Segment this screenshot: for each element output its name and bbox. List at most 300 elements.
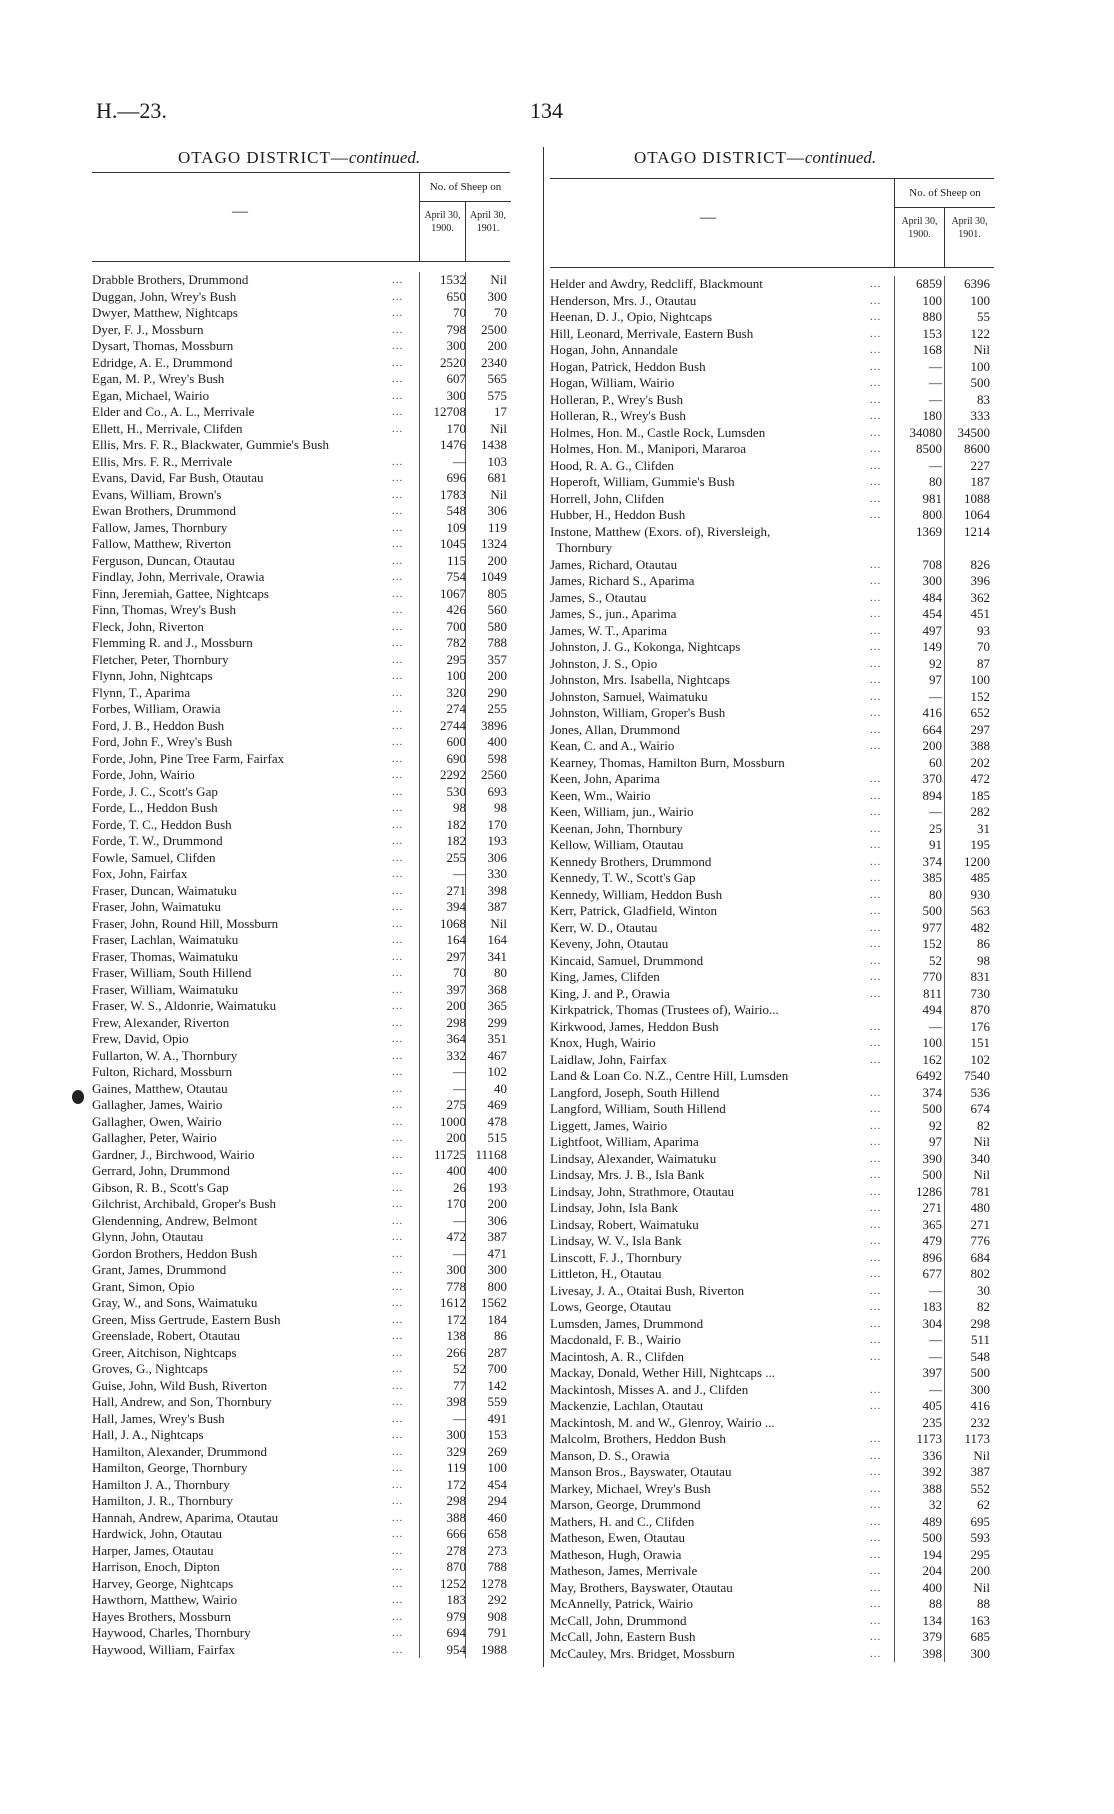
owner-name: Henderson, Mrs. J., Otautau: [550, 292, 697, 308]
leader-dots: ...: [392, 1561, 404, 1573]
owner-name: Fallow, Matthew, Riverton: [92, 536, 232, 551]
sheep-1901: 398: [487, 882, 507, 898]
table-row: [550, 1184, 994, 1201]
owner-name: McAnnelly, Patrick, Wairio: [550, 1596, 694, 1611]
owner-name: Littleton, H., Otautau: [550, 1266, 662, 1281]
table-row: [550, 1596, 994, 1613]
sheep-1900: —: [929, 1348, 942, 1364]
sheep-1900: —: [453, 1212, 466, 1228]
leader-dots: ...: [392, 1099, 404, 1111]
owner-name: James, Richard, Otautau: [550, 556, 678, 572]
sheep-1900: 92: [929, 655, 942, 671]
table-row: [92, 1213, 510, 1230]
sheep-1901: Nil: [973, 342, 990, 357]
table-row: [92, 685, 510, 702]
table-row: [550, 1514, 994, 1531]
sheep-1901: 227: [970, 457, 990, 473]
leader-dots: ...: [392, 538, 404, 550]
sheep-1901: 1214: [964, 523, 990, 539]
leader-dots: ...: [870, 641, 882, 653]
owner-name: Malcolm, Brothers, Heddon Bush: [550, 1431, 726, 1446]
sheep-1900: 397: [446, 981, 466, 997]
leader-dots: ...: [392, 488, 404, 501]
table-row: [550, 1134, 994, 1151]
owner-name: Glendenning, Andrew, Belmont: [92, 1212, 258, 1228]
owner-name: Hill, Leonard, Merrivale, Eastern Bush: [550, 325, 754, 341]
leader-dots: ...: [392, 356, 404, 369]
sheep-1901: 153: [487, 1427, 507, 1442]
owner-name: Guise, John, Wild Bush, Riverton: [92, 1377, 268, 1393]
leader-dots: ...: [870, 1020, 882, 1033]
leader-dots: ...: [392, 1478, 404, 1491]
leader-dots: ...: [392, 802, 404, 814]
sheep-1900: 304: [922, 1315, 942, 1331]
table-row: [550, 854, 994, 871]
leader-dots: ...: [392, 1231, 404, 1243]
owner-name: Gaines, Matthew, Otautau: [92, 1080, 228, 1096]
sheep-1900: 500: [922, 1167, 942, 1182]
table-row: [92, 899, 510, 916]
owner-name: Kean, C. and A., Wairio: [550, 738, 675, 753]
owner-name: Lindsay, Robert, Waimatuku: [550, 1216, 699, 1232]
owner-name: James, W. T., Aparima: [550, 622, 667, 638]
sheep-1900: 152: [922, 936, 942, 951]
leader-dots: ...: [392, 1610, 404, 1623]
sheep-1901: 290: [487, 684, 507, 700]
leader-dots: ...: [392, 653, 404, 666]
owner-name: Land & Loan Co. N.Z., Centre Hill, Lumsden: [550, 1068, 789, 1083]
leader-dots: ...: [870, 1565, 882, 1577]
owner-name: Hubber, H., Heddon Bush: [550, 507, 686, 522]
owner-name: Lindsay, Mrs. J. B., Isla Bank: [550, 1167, 705, 1182]
table-row: [92, 668, 510, 685]
owner-name: Gordon Brothers, Heddon Bush: [92, 1245, 258, 1261]
table-row: [92, 1427, 510, 1444]
owner-name: Gallagher, James, Wairio: [92, 1097, 223, 1112]
right-title-italic: continued.: [804, 148, 877, 167]
sheep-1901: 300: [487, 288, 507, 304]
table-row: [550, 887, 994, 904]
sheep-1900: 88: [929, 1596, 942, 1611]
owner-name: Johnston, Samuel, Waimatuku: [550, 688, 708, 704]
owner-name: Keen, Wm., Wairio: [550, 787, 651, 803]
leader-dots: ...: [392, 917, 404, 930]
sheep-1901: 341: [487, 948, 507, 964]
sheep-1900: 870: [446, 1559, 466, 1574]
table-row: [550, 837, 994, 854]
table-row: [92, 1510, 510, 1527]
leader-dots: ...: [392, 620, 404, 633]
sheep-1900: 694: [446, 1625, 466, 1640]
leader-dots: ...: [870, 294, 882, 307]
table-row: [92, 338, 510, 355]
sheep-1900: 275: [446, 1097, 466, 1112]
sheep-1901: 297: [970, 721, 990, 737]
leader-dots: ...: [870, 1647, 882, 1660]
sheep-1900: 119: [446, 1460, 466, 1475]
sheep-1900: 11725: [433, 1146, 466, 1162]
sheep-1901: 306: [487, 503, 507, 518]
leader-dots: ...: [392, 323, 404, 336]
sheep-1900: 798: [446, 321, 466, 337]
sheep-1901: 100: [970, 358, 990, 374]
sheep-1901: 300: [970, 1645, 990, 1661]
sheep-1901: 870: [970, 1002, 990, 1017]
table-row: [550, 1349, 994, 1366]
sheep-1900: 153: [922, 325, 942, 341]
sheep-1901: 598: [487, 750, 507, 766]
sheep-1900: 25: [929, 820, 942, 836]
table-row: [550, 1398, 994, 1415]
table-row: [92, 355, 510, 372]
sheep-1900: 426: [446, 602, 466, 617]
owner-name: Groves, G., Nightcaps: [92, 1361, 208, 1376]
sheep-1901: 467: [487, 1047, 507, 1063]
table-row: [92, 553, 510, 570]
sheep-1900: 500: [922, 1530, 942, 1545]
sheep-1900: 530: [446, 783, 466, 799]
table-row: [550, 590, 994, 607]
sheep-1900: 52: [929, 952, 942, 968]
sheep-1901: 6396: [964, 276, 990, 291]
table-row: [550, 1200, 994, 1217]
leader-dots: ...: [870, 1548, 882, 1561]
leader-dots: ...: [392, 884, 404, 897]
sheep-1900: 1000: [440, 1113, 466, 1129]
table-row: [550, 705, 994, 722]
leader-dots: ...: [870, 1185, 882, 1198]
owner-name: Haywood, William, Fairfax: [92, 1641, 235, 1657]
sheep-1900: —: [929, 391, 942, 407]
sheep-1900: 397: [922, 1365, 942, 1380]
table-row: [92, 982, 510, 999]
sheep-1900: 329: [446, 1443, 466, 1459]
sheep-1901: 294: [487, 1493, 507, 1508]
leader-dots: ...: [870, 1317, 882, 1330]
table-row: [92, 1411, 510, 1428]
leader-dots: ...: [870, 674, 882, 686]
sheep-1900: 180: [922, 408, 942, 423]
sheep-1900: 271: [446, 882, 466, 898]
leader-dots: ...: [392, 422, 404, 435]
sheep-1901: 200: [487, 1196, 507, 1211]
table-row: [550, 293, 994, 310]
sheep-1900: 800: [922, 507, 942, 522]
table-row: [550, 1299, 994, 1316]
table-row: [550, 309, 994, 326]
sheep-1901: 681: [487, 470, 507, 485]
owner-name: May, Brothers, Bayswater, Otautau: [550, 1579, 733, 1595]
sheep-1901: 185: [970, 787, 990, 803]
table-row: [550, 1365, 994, 1382]
sheep-1900: 700: [446, 618, 466, 634]
owner-name: Greer, Aitchison, Nightcaps: [92, 1344, 237, 1360]
table-row: [92, 1246, 510, 1263]
table-row: [550, 458, 994, 475]
owner-name: Hall, Andrew, and Son, Thornbury: [92, 1394, 272, 1409]
owner-name: Langford, Joseph, South Hillend: [550, 1084, 720, 1100]
sheep-1901: 255: [487, 701, 507, 716]
sheep-1900: 400: [922, 1579, 942, 1595]
sheep-1901: 298: [970, 1315, 990, 1331]
leader-dots: ...: [870, 1037, 882, 1049]
sheep-1901: 82: [977, 1117, 990, 1133]
table-row: [92, 949, 510, 966]
table-row: [550, 986, 994, 1003]
sheep-1900: 170: [446, 420, 466, 436]
owner-name: Kerr, Patrick, Gladfield, Winton: [550, 903, 717, 918]
owner-name: Fraser, John, Round Hill, Mossburn: [92, 915, 279, 931]
owner-name: Evans, William, Brown's: [92, 486, 222, 502]
owner-name: Flynn, T., Aparima: [92, 684, 191, 700]
leader-dots: ...: [392, 1528, 404, 1540]
sheep-1901: 791: [487, 1625, 507, 1640]
sheep-1900: 92: [929, 1117, 942, 1133]
table-row: [550, 1035, 994, 1052]
sheep-1901: 184: [487, 1311, 507, 1327]
sheep-1901: 299: [487, 1014, 507, 1030]
table-row: [92, 1444, 510, 1461]
sheep-1901: 193: [487, 833, 507, 848]
leader-dots: ...: [392, 505, 404, 517]
sheep-1901: 62: [977, 1497, 990, 1512]
column-divider: [543, 147, 544, 1667]
sheep-1900: 484: [922, 589, 942, 605]
table-row: [550, 1448, 994, 1465]
leader-dots: ...: [870, 575, 882, 587]
sheep-1900: 8500: [916, 441, 942, 456]
leader-dots: ...: [870, 773, 882, 785]
sheep-1901: 82: [977, 1299, 990, 1314]
owner-name: Markey, Michael, Wrey's Bush: [550, 1480, 711, 1496]
table-row: [92, 767, 510, 784]
sheep-1900: 255: [446, 849, 466, 865]
sheep-1900: 100: [922, 1035, 942, 1050]
table-row: [92, 1394, 510, 1411]
table-row: [550, 1266, 994, 1283]
owner-name: Drabble Brothers, Drummond: [92, 272, 249, 287]
table-row: [92, 701, 510, 718]
leader-dots: ...: [392, 1148, 404, 1161]
sheep-1901: 695: [970, 1513, 990, 1529]
leader-dots: ...: [392, 373, 404, 385]
table-row: [550, 1481, 994, 1498]
table-row: [92, 1048, 510, 1065]
leader-dots: ...: [870, 1152, 882, 1165]
leader-dots: ...: [392, 1181, 404, 1194]
sheep-1901: 776: [970, 1233, 990, 1248]
leader-dots: ...: [392, 1627, 404, 1639]
sheep-1901: 1200: [964, 853, 990, 869]
table-row: [550, 276, 994, 293]
sheep-1901: 1324: [481, 536, 507, 551]
leader-dots: ...: [870, 1499, 882, 1511]
leader-dots: ...: [392, 818, 404, 831]
sheep-1900: 168: [922, 342, 942, 357]
owner-name: Forde, John, Pine Tree Farm, Fairfax: [92, 750, 285, 766]
sheep-1901: 163: [970, 1612, 990, 1628]
leader-dots: ...: [870, 360, 882, 373]
table-row: [92, 751, 510, 768]
leader-dots: ...: [870, 740, 882, 752]
table-row: [92, 850, 510, 867]
leader-dots: ...: [392, 1495, 404, 1507]
leader-dots: ...: [870, 789, 882, 802]
sheep-1900: 162: [922, 1051, 942, 1067]
table-row: [92, 1493, 510, 1510]
leader-dots: ...: [392, 1643, 404, 1656]
leader-dots: ...: [392, 587, 404, 600]
sheep-1901: 559: [487, 1394, 507, 1409]
leader-dots: ...: [392, 1000, 404, 1012]
table-row: [550, 623, 994, 640]
leader-dots: ...: [870, 1251, 882, 1264]
sheep-1900: 398: [922, 1645, 942, 1661]
left-column-header: [92, 172, 510, 262]
table-row: [92, 1312, 510, 1329]
table-row: [92, 569, 510, 586]
right-sheep-header: No. of Sheep on: [894, 179, 995, 208]
leader-dots: ...: [392, 736, 404, 748]
sheep-1900: 97: [929, 1134, 942, 1149]
leader-dots: ...: [870, 905, 882, 917]
left-sheep-header: No. of Sheep on: [419, 173, 511, 202]
sheep-1901: Nil: [490, 420, 507, 436]
sheep-1900: 336: [922, 1447, 942, 1463]
leader-dots: ...: [870, 1235, 882, 1247]
sheep-1901: 500: [970, 1365, 990, 1380]
owner-name: Lows, George, Otautau: [550, 1299, 672, 1314]
table-row: [550, 507, 994, 524]
sheep-1901: 152: [970, 688, 990, 704]
leader-dots: ...: [870, 1581, 882, 1594]
leader-dots: ...: [392, 719, 404, 732]
leader-dots: ...: [392, 1577, 404, 1590]
leader-dots: ...: [392, 752, 404, 765]
table-row: [550, 441, 994, 458]
owner-name: Kellow, William, Otautau: [550, 837, 684, 852]
sheep-1901: 1562: [481, 1295, 507, 1310]
sheep-1901: 195: [970, 837, 990, 852]
sheep-1900: 385: [922, 870, 942, 885]
leader-dots: ...: [392, 1462, 404, 1474]
sheep-1900: 690: [446, 750, 466, 766]
owner-name: Frew, Alexander, Riverton: [92, 1014, 230, 1030]
owner-name: King, James, Clifden: [550, 969, 660, 984]
sheep-1900: —: [929, 1018, 942, 1034]
table-row: [550, 689, 994, 706]
sheep-1901: 164: [487, 932, 507, 947]
owner-name: Gray, W., and Sons, Waimatuku: [92, 1295, 258, 1310]
table-row: [92, 437, 510, 454]
page-number: 134: [530, 98, 563, 123]
owner-name: Macintosh, A. R., Clifden: [550, 1348, 684, 1364]
sheep-1900: 607: [446, 371, 466, 386]
right-column-header: [550, 178, 994, 268]
table-row: [92, 1295, 510, 1312]
leader-dots: ...: [870, 921, 882, 934]
sheep-1900: 388: [922, 1480, 942, 1496]
leader-dots: ...: [392, 1396, 404, 1408]
sheep-1901: 500: [970, 375, 990, 390]
sheep-1901: 491: [487, 1410, 507, 1426]
sheep-1900: 1369: [916, 523, 942, 539]
table-row: [550, 425, 994, 442]
table-row: [550, 1283, 994, 1300]
sheep-1901: 388: [970, 738, 990, 753]
owner-name: Edridge, A. E., Drummond: [92, 354, 233, 370]
leader-dots: ...: [870, 872, 882, 884]
owner-name: Hall, James, Wrey's Bush: [92, 1410, 225, 1426]
leader-dots: ...: [870, 624, 882, 637]
owner-name: Kearney, Thomas, Hamilton Burn, Mossburn: [550, 754, 785, 770]
sheep-1900: 1286: [916, 1183, 942, 1199]
leader-dots: ...: [392, 967, 404, 979]
leader-dots: ...: [392, 1082, 404, 1095]
owner-name: Hamilton J. A., Thornbury: [92, 1476, 230, 1492]
leader-dots: ...: [392, 703, 404, 715]
owner-name: Kirkpatrick, Thomas (Trustees of), Wairio...: [550, 1002, 779, 1017]
sheep-1900: 666: [446, 1526, 466, 1541]
owner-name: Forde, L., Heddon Bush: [92, 800, 218, 815]
owner-name: Holmes, Hon. M., Castle Rock, Lumsden: [550, 424, 766, 440]
sheep-1901: 330: [487, 866, 507, 881]
table-row: [92, 289, 510, 306]
leader-dots: ...: [870, 822, 882, 835]
owner-name: Fraser, W. S., Aldonrie, Waimatuku: [92, 998, 277, 1013]
sheep-1900: 300: [922, 573, 942, 588]
owner-name: Fraser, William, South Hillend: [92, 965, 252, 980]
table-row: [550, 1068, 994, 1085]
owner-name: Instone, Matthew (Exors. of), Riversleigh, Thornbury: [550, 523, 771, 555]
sheep-1900: 664: [922, 721, 942, 737]
owner-name: Mackenzie, Lachlan, Otautau: [550, 1398, 704, 1413]
sheep-1900: 405: [922, 1398, 942, 1413]
leader-dots: ...: [392, 1346, 404, 1359]
owner-name: Lumsden, James, Drummond: [550, 1315, 704, 1331]
leader-dots: ...: [870, 344, 882, 356]
sheep-1900: 172: [446, 1311, 466, 1327]
sheep-1901: 416: [970, 1398, 990, 1413]
table-row: [550, 920, 994, 937]
table-row: [550, 1464, 994, 1481]
sheep-1901: 575: [487, 387, 507, 403]
leader-dots: ...: [870, 608, 882, 620]
leader-dots: ...: [392, 950, 404, 963]
owner-name: Keenan, John, Thornbury: [550, 820, 683, 836]
sheep-1900: 894: [922, 787, 942, 803]
sheep-1901: 83: [977, 391, 990, 407]
leader-dots: ...: [392, 290, 404, 303]
sheep-1901: 1088: [964, 490, 990, 506]
leader-dots: ...: [392, 1066, 404, 1078]
sheep-1900: 1252: [440, 1575, 466, 1591]
left-col2-header: April 30, 1901.: [465, 201, 510, 261]
leader-dots: ...: [392, 1214, 404, 1227]
owner-name: McCall, John, Eastern Bush: [550, 1629, 696, 1644]
leader-dots: ...: [392, 1379, 404, 1392]
owner-name: Keveny, John, Otautau: [550, 936, 669, 951]
left-title-text: OTAGO DISTRICT—: [178, 148, 349, 167]
table-row: [92, 1361, 510, 1378]
table-row: [92, 1229, 510, 1246]
owner-name: Matheson, James, Merrivale: [550, 1563, 698, 1578]
sheep-1900: 300: [446, 338, 466, 353]
owner-name: Finn, Jeremiah, Gattee, Nightcaps: [92, 585, 269, 601]
table-row: [550, 408, 994, 425]
table-row: [92, 1279, 510, 1296]
table-row: [92, 1477, 510, 1494]
